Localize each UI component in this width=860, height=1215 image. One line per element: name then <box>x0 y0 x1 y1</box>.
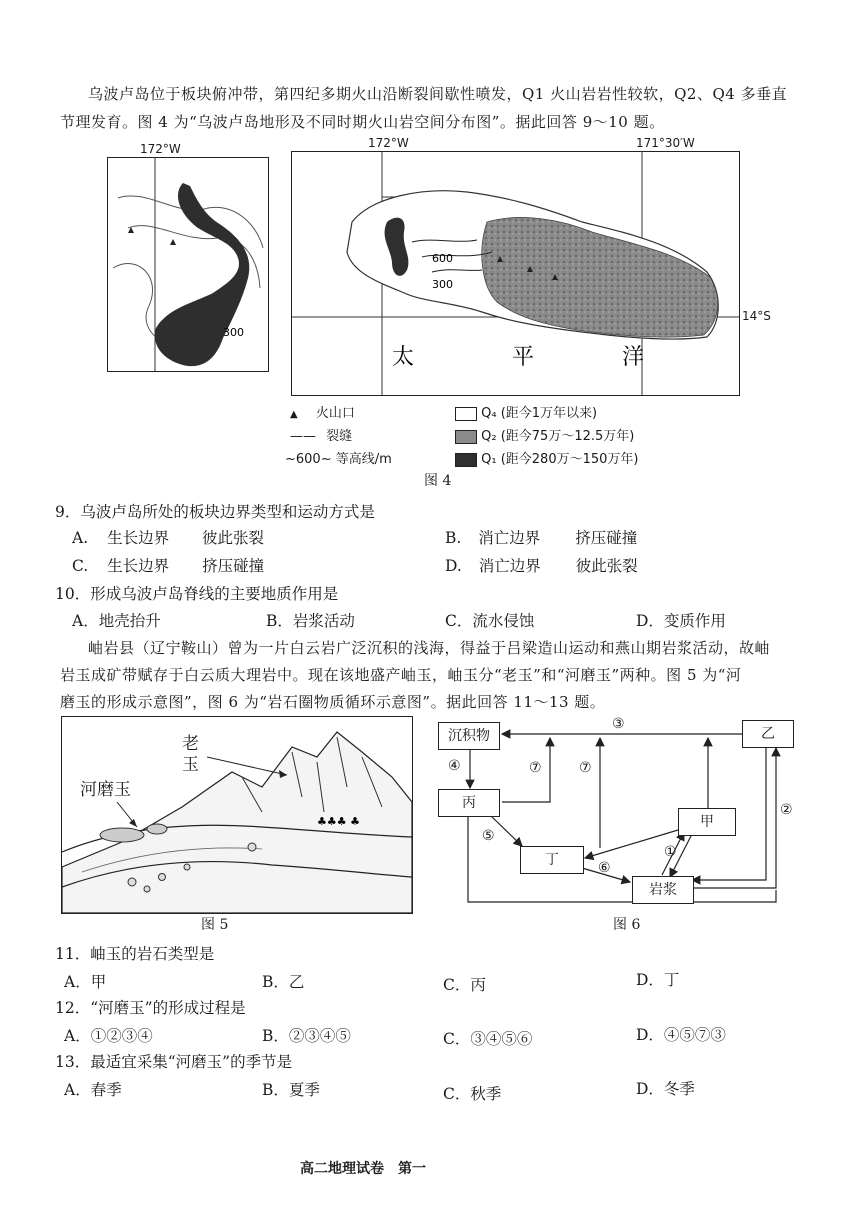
node-jia: 甲 <box>678 808 736 836</box>
q9-option-d-text2: 彼此张裂 <box>575 557 638 575</box>
legend-crater <box>290 402 355 421</box>
node-magma: 岩浆 <box>632 876 694 904</box>
node-yi: 乙 <box>742 720 794 748</box>
node-ding: 丁 <box>520 846 584 874</box>
question-11-stem: 11．岫玉的岩石类型是 <box>55 945 215 963</box>
crater-icon: ▲ <box>290 409 298 420</box>
tree-icons: ♣♣♣ ♣ <box>317 815 360 828</box>
label-river-jade: 河磨玉 <box>80 780 131 800</box>
main-contour-label-1: 600 <box>432 252 453 265</box>
q9-option-a-text2: 彼此张裂 <box>202 529 265 547</box>
label-old-jade-1: 老 <box>182 734 199 754</box>
fault-icon: —— <box>290 429 316 444</box>
legend <box>285 400 710 470</box>
q9-option-c <box>72 554 264 576</box>
intro-2-line-3: 磨玉的形成示意图”，图 6 为“岩石圈物质循环示意图”。据此回答 11～13 题。 <box>60 693 606 711</box>
legend-q2 <box>455 425 634 444</box>
q10-option-a: A．地壳抬升 <box>72 612 161 630</box>
q9-option-a <box>72 526 264 548</box>
page-footer: 高二地理试卷 第一 <box>300 1161 426 1177</box>
q9-option-b-text1: 消亡边界 <box>478 529 541 547</box>
legend-q1-label: Q₁ (距今280万～150万年) <box>481 452 639 467</box>
q9-option-b-letter: B. <box>445 529 462 547</box>
question-13-stem: 13．最适宜采集“河磨玉”的季节是 <box>55 1053 293 1071</box>
q13-option-b: B．夏季 <box>262 1081 320 1099</box>
arrow-label-2: ② <box>780 802 793 818</box>
q12-option-c: C．③④⑤⑥ <box>443 1030 533 1048</box>
q9-option-d <box>445 554 638 576</box>
q13-option-a: A．春季 <box>64 1081 122 1099</box>
main-contour-label-2: 300 <box>432 278 453 291</box>
node-sediment: 沉积物 <box>438 722 500 750</box>
arrow-label-7a: ⑦ <box>529 760 542 776</box>
legend-q4-label: Q₄ (距今1万年以来) <box>481 406 598 421</box>
legend-q4 <box>455 402 597 421</box>
legend-crater-label: 火山口 <box>315 406 355 421</box>
legend-fault <box>290 425 352 444</box>
q12-option-d: D．④⑤⑦③ <box>636 1026 726 1044</box>
figure-5-svg <box>62 717 412 913</box>
question-9-stem: 9．乌波卢岛所处的板块边界类型和运动方式是 <box>55 503 375 521</box>
q11-option-b: B．乙 <box>262 973 305 991</box>
intro-2-line-1: 岫岩县（辽宁鞍山）曾为一片白云岩广泛沉积的浅海，得益于吕梁造山运动和燕山期岩浆活动，故岫 <box>88 639 771 657</box>
main-map <box>291 151 740 396</box>
figure-4-caption: 图 4 <box>424 473 452 489</box>
q12-option-b: B．②③④⑤ <box>262 1027 351 1045</box>
intro-2-line-2: 岩玉成矿带赋存于白云质大理岩中。现在该地盛产岫玉，岫玉分“老玉”和“河磨玉”两种。图 5 为“河 <box>60 666 742 684</box>
intro-paragraph-1 <box>88 80 828 108</box>
legend-q1 <box>455 448 639 467</box>
q1-swatch <box>455 453 477 467</box>
right-map-lon-label-1: 172°W <box>368 136 409 150</box>
lat-label: 14°S <box>742 309 771 323</box>
main-map-svg <box>292 152 739 395</box>
arrow-label-6: ⑥ <box>598 860 611 876</box>
q10-option-d: D．变质作用 <box>636 612 726 630</box>
arrow-label-7b: ⑦ <box>579 760 592 776</box>
q13-option-d: D．冬季 <box>636 1080 695 1098</box>
left-map-lon-label: 172°W <box>140 142 181 156</box>
q12-option-a: A．①②③④ <box>64 1027 153 1045</box>
ocean-char-3: 洋 <box>622 345 645 370</box>
right-map-lon-label-2: 171°30′W <box>636 136 695 150</box>
q2-swatch <box>455 430 477 444</box>
q9-option-a-letter: A. <box>72 529 89 547</box>
q9-option-d-letter: D. <box>445 557 462 575</box>
q4-swatch <box>455 407 477 421</box>
arrow-label-5: ⑤ <box>482 828 495 844</box>
figure-6-caption: 图 6 <box>613 917 641 933</box>
label-old-jade-2: 玉 <box>182 755 199 775</box>
question-10-stem: 10．形成乌波卢岛脊线的主要地质作用是 <box>55 585 339 603</box>
intro-line-1: 乌波卢岛位于板块俯冲带，第四纪多期火山沿断裂间歇性喷发，Q1 火山岩岩性较软，Q2、Q4 多垂直 <box>88 85 788 103</box>
q9-option-b-text2: 挤压碰撞 <box>575 529 638 547</box>
question-12-stem: 12．“河磨玉”的形成过程是 <box>55 999 246 1017</box>
figure-5 <box>61 716 413 914</box>
q10-option-c: C．流水侵蚀 <box>445 612 535 630</box>
intro-line-2: 节理发育。图 4 为“乌波卢岛地形及不同时期火山岩空间分布图”。据此回答 9～10 题。 <box>60 113 665 131</box>
q13-option-c: C．秋季 <box>443 1085 502 1103</box>
q9-option-a-text1: 生长边界 <box>107 529 170 547</box>
node-bing: 丙 <box>438 789 500 817</box>
legend-contour: ~600~ 等高线/m <box>285 452 392 467</box>
legend-q2-label: Q₂ (距今75万～12.5万年) <box>481 429 635 444</box>
arrow-label-4: ④ <box>448 758 461 774</box>
q9-option-c-letter: C. <box>72 557 89 575</box>
ocean-char-2: 平 <box>512 345 535 370</box>
intro-paragraph-1b <box>60 108 820 136</box>
q11-option-a: A．甲 <box>64 973 107 991</box>
figure-5-caption: 图 5 <box>201 917 229 933</box>
ocean-char-1: 太 <box>392 345 415 370</box>
q11-option-c: C．丙 <box>443 976 486 994</box>
q9-option-c-text1: 生长边界 <box>107 557 170 575</box>
q9-option-b <box>445 526 637 548</box>
arrow-label-3: ③ <box>612 716 625 732</box>
q10-option-b: B．岩浆活动 <box>266 612 355 630</box>
q9-option-d-text1: 消亡边界 <box>478 557 541 575</box>
inset-map <box>107 157 269 372</box>
q11-option-d: D．丁 <box>636 971 680 989</box>
arrow-label-1: ① <box>664 844 677 860</box>
q9-option-c-text2: 挤压碰撞 <box>202 557 265 575</box>
legend-fault-label: 裂缝 <box>326 429 353 444</box>
figure-6 <box>430 710 800 910</box>
inset-map-svg <box>108 158 268 371</box>
inset-contour-label: 300 <box>223 326 244 339</box>
